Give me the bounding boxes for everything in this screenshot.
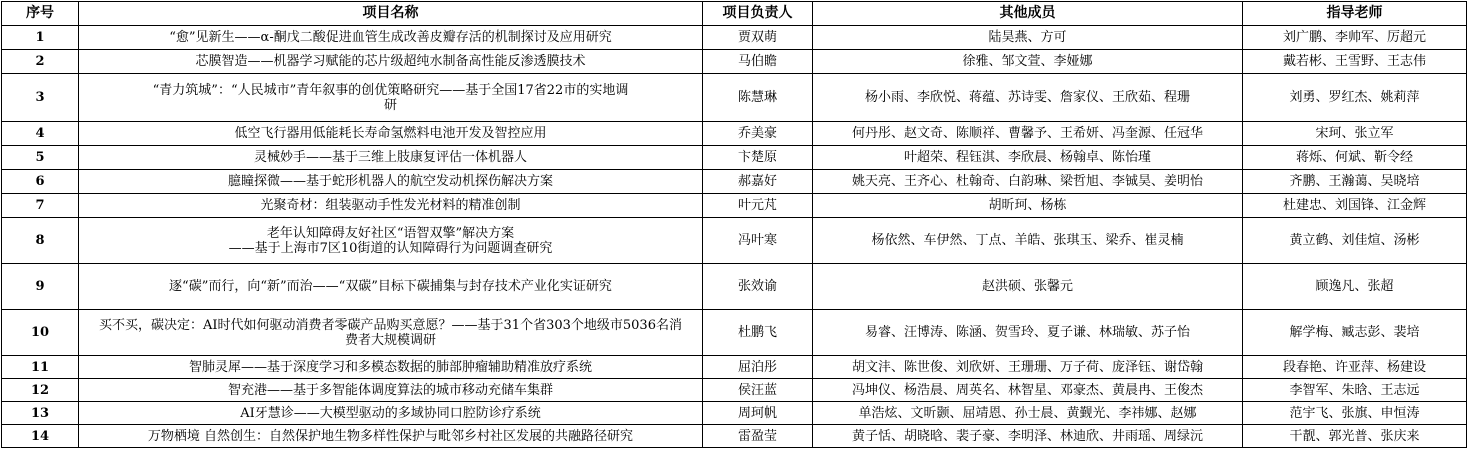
project-advisors: 刘勇、罗红杰、姚莉萍	[1243, 74, 1467, 122]
table-row	[2, 194, 1467, 218]
project-members: 陆昊燕、方可	[813, 26, 1243, 50]
project-leader: 乔美豪	[703, 122, 813, 146]
project-name	[79, 218, 703, 264]
table-row	[2, 122, 1467, 146]
project-advisors: 顾逸凡、张超	[1243, 264, 1467, 310]
table-row	[2, 379, 1467, 402]
table-row	[2, 356, 1467, 379]
project-advisors: 刘广鹏、李帅军、厉超元	[1243, 26, 1467, 50]
project-advisors: 李智军、朱晗、王志远	[1243, 379, 1467, 402]
row-index: 14	[2, 425, 79, 448]
project-advisors: 宋珂、张立军	[1243, 122, 1467, 146]
row-index: 2	[2, 50, 79, 74]
project-advisors: 蒋烁、何斌、靳令经	[1243, 146, 1467, 170]
project-members: 叶超荣、程钰淇、李欣晨、杨翰卓、陈怡瑾	[813, 146, 1243, 170]
row-index: 9	[2, 264, 79, 310]
project-members: 冯坤仪、杨浩晨、周英名、林智星、邓豪杰、黄晨冉、王俊杰	[813, 379, 1243, 402]
project-table	[1, 1, 1467, 448]
project-name: 芯膜智造——机器学习赋能的芯片级超纯水制备高性能反渗透膜技术	[79, 50, 703, 74]
project-members: 杨依然、车伊然、丁点、羊皓、张琪玉、梁乔、崔灵楠	[813, 218, 1243, 264]
project-name: 低空飞行器用低能耗长寿命氢燃料电池开发及智控应用	[79, 122, 703, 146]
header-row	[2, 2, 1467, 26]
project-advisors: 杜建忠、刘国锋、江金辉	[1243, 194, 1467, 218]
row-index: 13	[2, 402, 79, 425]
project-advisors: 解学梅、臧志彭、裴培	[1243, 310, 1467, 356]
row-index: 3	[2, 74, 79, 122]
header-members: 其他成员	[813, 2, 1243, 26]
project-members: 姚天亮、王齐心、杜翰奇、白韵琳、梁哲旭、李铖昊、姜明怡	[813, 170, 1243, 194]
project-advisors: 齐鹏、王瀚蔼、吴晓培	[1243, 170, 1467, 194]
project-name: “青力筑城”：“人民城市”青年叙事的创优策略研究——基于全国17省22市的实地调研	[79, 74, 703, 122]
table-row	[2, 218, 1467, 264]
project-leader: 周珂帆	[703, 402, 813, 425]
project-leader: 侯汪蓝	[703, 379, 813, 402]
header-index: 序号	[2, 2, 79, 26]
project-name: 光聚奇材：组装驱动手性发光材料的精准创制	[79, 194, 703, 218]
table-row	[2, 310, 1467, 356]
row-index: 12	[2, 379, 79, 402]
project-members: 何丹彤、赵文奇、陈顺祥、曹馨予、王希妍、冯奎源、任冠华	[813, 122, 1243, 146]
project-name: 买不买，碳决定：AI时代如何驱动消费者零碳产品购买意愿？——基于31个省303个地级市5036名消费者大规模调研	[79, 310, 703, 356]
row-index: 1	[2, 26, 79, 50]
project-name: 智充港——基于多智能体调度算法的城市移动充储车集群	[79, 379, 703, 402]
project-leader: 陈慧琳	[703, 74, 813, 122]
project-members: 单浩炫、文昕颢、屈靖恩、孙士晨、黄觐光、李祎娜、赵娜	[813, 402, 1243, 425]
project-name-line-1: 老年认知障碍友好社区“语智双擎”解决方案	[266, 225, 515, 241]
project-name: 智肺灵犀——基于深度学习和多模态数据的肺部肿瘤辅助精准放疗系统	[79, 356, 703, 379]
project-members: 胡昕珂、杨栋	[813, 194, 1243, 218]
table-row	[2, 50, 1467, 74]
project-name-line-2: ——基于上海市7区10街道的认知障碍行为问题调查研究	[228, 240, 553, 256]
table-row	[2, 170, 1467, 194]
table-row	[2, 74, 1467, 122]
row-index: 6	[2, 170, 79, 194]
table-row	[2, 425, 1467, 448]
row-index: 8	[2, 218, 79, 264]
table-row	[2, 402, 1467, 425]
project-advisors: 干靓、郭光普、张庆来	[1243, 425, 1467, 448]
project-members: 黄子恬、胡晓晗、裴子豪、李明泽、林迪欣、井雨瑶、周绿沅	[813, 425, 1243, 448]
project-name: 万物栖境 自然创生：自然保护地生物多样性保护与毗邻乡村社区发展的共融路径研究	[79, 425, 703, 448]
header-advisors: 指导老师	[1243, 2, 1467, 26]
row-index: 11	[2, 356, 79, 379]
project-leader: 杜鹏飞	[703, 310, 813, 356]
project-leader: 贾双萌	[703, 26, 813, 50]
project-advisors: 段春艳、许亚萍、杨建设	[1243, 356, 1467, 379]
header-leader: 项目负责人	[703, 2, 813, 26]
project-members: 易睿、汪博涛、陈涵、贺雪玲、夏子谦、林瑞敏、苏子怡	[813, 310, 1243, 356]
project-members: 杨小雨、李欣悦、蒋蕴、苏诗雯、詹家仪、王欣茹、程珊	[813, 74, 1243, 122]
project-leader: 冯叶寒	[703, 218, 813, 264]
project-leader: 马伯瞻	[703, 50, 813, 74]
project-advisors: 戴若彬、王雪野、王志伟	[1243, 50, 1467, 74]
project-members: 徐雅、邹文萱、李娅娜	[813, 50, 1243, 74]
project-name: 灵械妙手——基于三维上肢康复评估一体机器人	[79, 146, 703, 170]
project-name: AI牙慧诊——大模型驱动的多域协同口腔防诊疗系统	[79, 402, 703, 425]
project-name: “愈”见新生——α-酮戊二酸促进血管生成改善皮瓣存活的机制探讨及应用研究	[79, 26, 703, 50]
project-leader: 叶元芃	[703, 194, 813, 218]
project-advisors: 黄立鹤、刘佳煊、汤彬	[1243, 218, 1467, 264]
project-name: 臆瞳探微——基于蛇形机器人的航空发动机探伤解决方案	[79, 170, 703, 194]
header-project-name: 项目名称	[79, 2, 703, 26]
table-row	[2, 146, 1467, 170]
row-index: 7	[2, 194, 79, 218]
project-name: 逐“碳”而行，向“新”而治——“双碳”目标下碳捕集与封存技术产业化实证研究	[79, 264, 703, 310]
project-leader: 屈泊彤	[703, 356, 813, 379]
project-leader: 卞楚原	[703, 146, 813, 170]
project-leader: 雷盈莹	[703, 425, 813, 448]
row-index: 10	[2, 310, 79, 356]
row-index: 4	[2, 122, 79, 146]
row-index: 5	[2, 146, 79, 170]
project-leader: 张效谕	[703, 264, 813, 310]
project-advisors: 范宇飞、张旗、申恒涛	[1243, 402, 1467, 425]
table-row	[2, 26, 1467, 50]
project-leader: 郝嘉好	[703, 170, 813, 194]
project-members: 胡文沣、陈世俊、刘欣妍、王珊珊、万子荷、庞泽钰、谢岱翰	[813, 356, 1243, 379]
table-row	[2, 264, 1467, 310]
project-members: 赵洪硕、张馨元	[813, 264, 1243, 310]
